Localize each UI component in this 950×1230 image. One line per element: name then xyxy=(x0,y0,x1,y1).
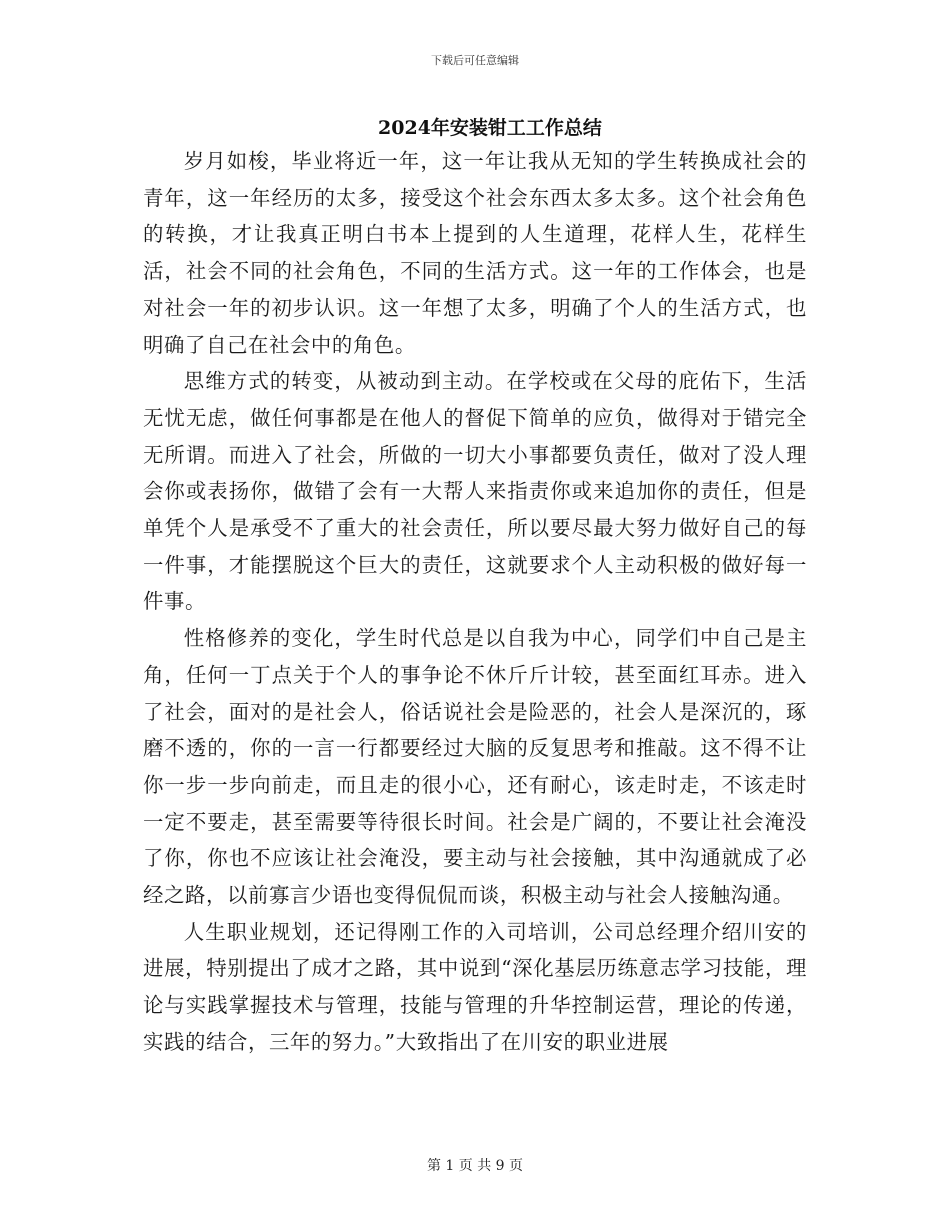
page-header-note: 下载后可任意编辑 xyxy=(431,54,519,67)
page-number: 第 1 页 共 9 页 xyxy=(426,1158,524,1174)
document-title: 2024年安装钳工工作总结 xyxy=(378,117,602,139)
paragraph: 思维方式的转变，从被动到主动。在学校或在父母的庇佑下，生活无忧无虑，做任何事都是在他人的督促下简单的应负，做得对于错完全无所谓。而进入了社会，所做的一切大小事都要负责任，做对了没人理会你或表扬你，做错了会有一大帮人来指责你或来追加你的责任，但是单凭个人是承受不了重大的社会责任，所以要尽最大努力做好自己的每一件事，才能摆脱这个巨大的责任，这就要求个人主动积极的做好每一件事。 xyxy=(143,369,807,614)
document-body xyxy=(143,143,807,1061)
paragraph: 人生职业规划，还记得刚工作的入司培训，公司总经理介绍川安的进展，特别提出了成才之路，其中说到“深化基层历练意志学习技能，理论与实践掌握技术与管理，技能与管理的升华控制运营，理论的传递，实践的结合，三年的努力。”大致指出了在川安的职业进展 xyxy=(143,919,807,1054)
paragraph: 性格修养的变化，学生时代总是以自我为中心，同学们中自己是主角，任何一丁点关于个人的事争论不休斤斤计较，甚至面红耳赤。进入了社会，面对的是社会人，俗话说社会是险恶的，社会人是深沉的，琢磨不透的，你的一言一行都要经过大脑的反复思考和推敲。这不得不让你一步一步向前走，而且走的很小心，还有耐心，该走时走，不该走时一定不要走，甚至需要等待很长时间。社会是广阔的，不要让社会淹没了你，你也不应该让社会淹没，要主动与社会接触，其中沟通就成了必经之路，以前寡言少语也变得侃侃而谈，积极主动与社会人接触沟通。 xyxy=(143,626,807,908)
paragraph: 岁月如梭，毕业将近一年，这一年让我从无知的学生转换成社会的青年，这一年经历的太多，接受这个社会东西太多太多。这个社会角色的转换，才让我真正明白书本上提到的人生道理，花样人生，花样生活，社会不同的社会角色，不同的生活方式。这一年的工作体会，也是对社会一年的初步认识。这一年想了太多，明确了个人的生活方式，也明确了自己在社会中的角色。 xyxy=(143,149,807,357)
